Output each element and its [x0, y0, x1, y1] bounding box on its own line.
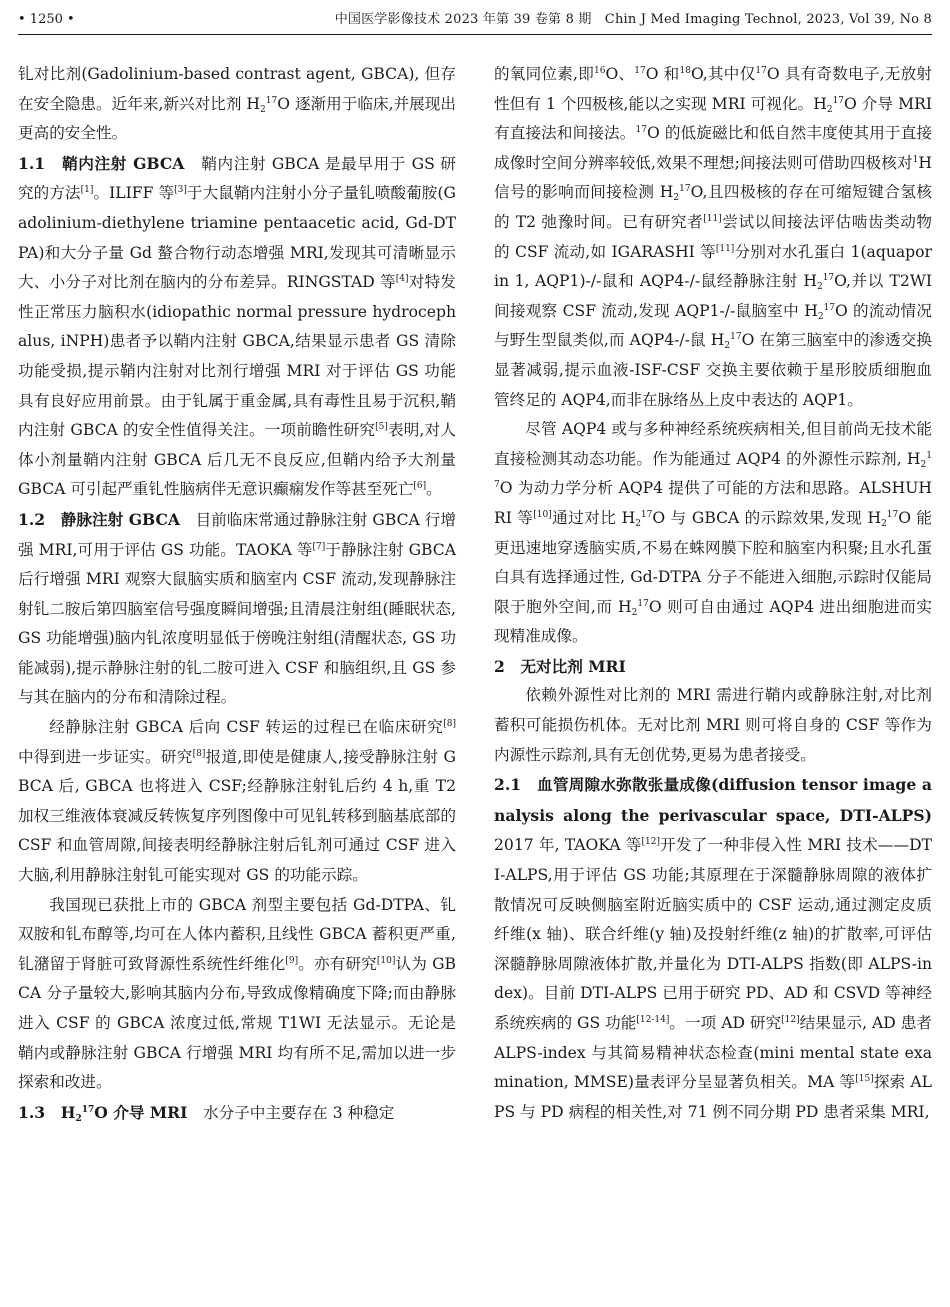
paragraph-iv-gbca-clinical: 经静脉注射 GBCA 后向 CSF 转运的过程已在临床研究[8]中得到进一步证实。研究[8]报道,即使是健康人,接受静脉注射 GBCA 后, GBCA 也将进入 CSF;经静脉注射钆后约 4 h,重 T2 加权三维液体衰减反转恢复序列图像中可见钆转移到脑基底部的 CSF 和血管周隙,间接表明经静脉注射后钆剂可通过 CSF 进入大脑,利用静脉注射钆可能实现对 GS 的功能示踪。: [18, 718, 456, 885]
paragraph-aqp4-tracer: 尽管 AQP4 或与多种神经系统疾病相关,但目前尚无技术能直接检测其动态功能。作为能通过 AQP4 的外源性示踪剂, $H_2^{17}O$ 为动力学分析 AQP4 提供了可能的方法和思路。ALSHUHRI 等[10]通过对比 $H_2^{17}O$ 与 GBCA 的示踪效果,发现 $H_2^{17}O$ 能更迅速地穿透脑实质,不易在蛛网膜下腔和脑室内积聚;且水孔蛋白具有选择通过性, Gd-DTPA 分子不能进入细胞,示踪时仅能局限于胞外空间,而 $H_2^{17}O$ 则可自由通过 AQP4 进出细胞进而实现精准成像。: [494, 420, 932, 646]
paragraph-gbca-china: 我国现已获批上市的 GBCA 剂型主要包括 Gd-DTPA、钆双胺和钆布醇等,均可在人体内蓄积,且线性 GBCA 蓄积更严重,钆潴留于肾脏可致肾源性系统性纤维化[9]。亦有研究[10]认为 GBCA 分子量较大,影响其脑内分布,导致成像精确度下降;而由静脉进入 CSF 的 GBCA 浓度过低,常规 T1WI 无法显示。无论是鞘内或静脉注射 GBCA 行增强 MRI 均有所不足,需加以进一步探索和改进。: [18, 895, 456, 1092]
running-header: [18, 8, 932, 35]
journal-citation: 中国医学影像技术 2023 年第 39 卷第 8 期 Chin J Med Imaging Technol, 2023, Vol 39, No 8: [334, 12, 932, 27]
section-1-2-title: 1.2 静脉注射 GBCA: [18, 509, 196, 529]
section-1-2: 1.2 静脉注射 GBCA 目前临床常通过静脉注射 GBCA 行增强 MRI,可用于评估 GS 功能。TAOKA 等[7]于静脉注射 GBCA 后行增强 MRI 观察大鼠脑实质和脑室内 CSF 流动,发现静脉注射钆二胺后第四脑室信号强度瞬间增强;且清晨注射组(睡眠状态, GS 功能增强)脑内钆浓度明显低于傍晚注射组(清醒状态, GS 功能减弱),提示静脉注射的钆二胺可进入 CSF 和脑组织,且 GS 参与其在脑内的分布和清除过程。: [18, 509, 457, 707]
section-1-1-title: 1.1 鞘内注射 GBCA: [18, 153, 202, 173]
paragraph-contrast-free: 依赖外源性对比剂的 MRI 需进行鞘内或静脉注射,对比剂蓄积可能损伤机体。无对比剂 MRI 则可将自身的 CSF 等作为内源性示踪剂,具有无创优势,更易为患者接受。: [494, 686, 932, 764]
section-1-3-title: 1.3 $H_2^{17}O$ 介导 MRI: [18, 1102, 204, 1124]
right-column: [494, 60, 948, 1127]
page-number: • 1250 •: [18, 12, 75, 27]
section-1-1: 1.1 鞘内注射 GBCA 鞘内注射 GBCA 是最早用于 GS 研究的方法[1]。ILIFF 等[3]于大鼠鞘内注射小分子量钆喷酸葡胺(Gadolinium-diethylene triamine pentaacetic acid, Gd-DTPA)和大分子量 Gd 螯合物行动态增强 MRI,发现其可清晰显示大、小分子对比剂在脑内的分布差异。RINGSTAD 等[4]对特发性正常压力脑积水(idiopathic normal pressure hydrocephalus, iNPH)患者予以鞘内注射 GBCA,结果显示患者 GS 清除功能受损,提示鞘内注射对比剂行增强 MRI 对于评估 GS 功能具有良好应用前景。由于钆属于重金属,具有毒性且易于沉积,鞘内注射 GBCA 的安全性值得关注。一项前瞻性研究[5]表明,对人体小剂量鞘内注射 GBCA 后几无不良反应,但鞘内给予大剂量 GBCA 可引起严重钆性脑病伴无意识癫痫发作等甚至死亡[6]。: [18, 153, 456, 499]
left-column: [18, 60, 456, 1128]
section-2-1-title: 2.1 血管周隙水弥散张量成像(diffusion tensor image analysis along the perivascular space, DTI-ALPS): [494, 775, 948, 825]
section-1-3-start: 1.3 $H_2^{17}O$ 介导 MRI 水分子中主要存在 3 种稳定: [18, 1102, 395, 1124]
section-2-title: 2 无对比剂 MRI: [494, 656, 626, 676]
paragraph-oxygen-isotopes: 的氧同位素,即$^{16}$O、$^{17}$O 和$^{18}$O,其中仅$^{17}$O 具有奇数电子,无放射性但有 1 个四极核,能以之实现 MRI 可视化。$H_2^{17}O$ 介导 MRI 有直接法和间接法。$^{17}$O 的低旋磁比和低自然丰度使其用于直接成像时空间分辨率较低,效果不理想;间接法则可借助四极核对$^1$H 信号的影响而间接检测 $H_2^{17}O$,且四极核的存在可缩短键合氢核的 T2 弛豫时间。已有研究者[11]尝试以间接法评估啮齿类动物的 CSF 流动,如 IGARASHI 等[11]分别对水孔蛋白 1(aquaporin 1, AQP1)-/-鼠和 AQP4-/-鼠经静脉注射 $H_2^{17}O$,并以 T2WI 间接观察 CSF 流动,发现 AQP1-/-鼠脑室中 $H_2^{17}O$ 的流动情况与野生型鼠类似,而 AQP4-/-鼠 $H_2^{17}O$ 在第三脑室中的渗透交换显著减弱,提示血液-ISF-CSF 交换主要依赖于星形胶质细胞血管终足的 AQP4,而非在脉络丛上皮中表达的 AQP1。: [494, 65, 933, 409]
paragraph-intro-tail: 钆对比剂(Gadolinium-based contrast agent, GBCA), 但存在安全隐患。近年来,新兴对比剂 $H_2^{17}O$ 逐渐用于临床,并展现出更高的安全性。: [18, 65, 456, 143]
section-2-1: 2.1 血管周隙水弥散张量成像(diffusion tensor image analysis along the perivascular space, DTI-ALPS) 2017 年, TAOKA 等[12]开发了一种非侵入性 MRI 技术——DTI-ALPS,用于评估 GS 功能;其原理在于深髓静脉周隙的液体扩散情况可反映侧脑室附近脑实质中的 CSF 运动,通过测定皮质纤维(x 轴)、联合纤维(y 轴)及投射纤维(z 轴)的扩散率,可评估深髓静脉周隙液体扩散,并量化为 DTI-ALPS 指数(即 ALPS-index)。目前 DTI-ALPS 已用于研究 PD、AD 和 CSVD 等神经系统疾病的 GS 功能[12-14]。一项 AD 研究[12]结果显示, AD 患者 ALPS-index 与其简易精神状态检查(mini mental state examination, MMSE)量表评分呈显著负相关。MA 等[15]探索 ALPS 与 PD 病程的相关性,对 71 例不同分期 PD 患者采集 MRI,: [494, 775, 948, 1121]
